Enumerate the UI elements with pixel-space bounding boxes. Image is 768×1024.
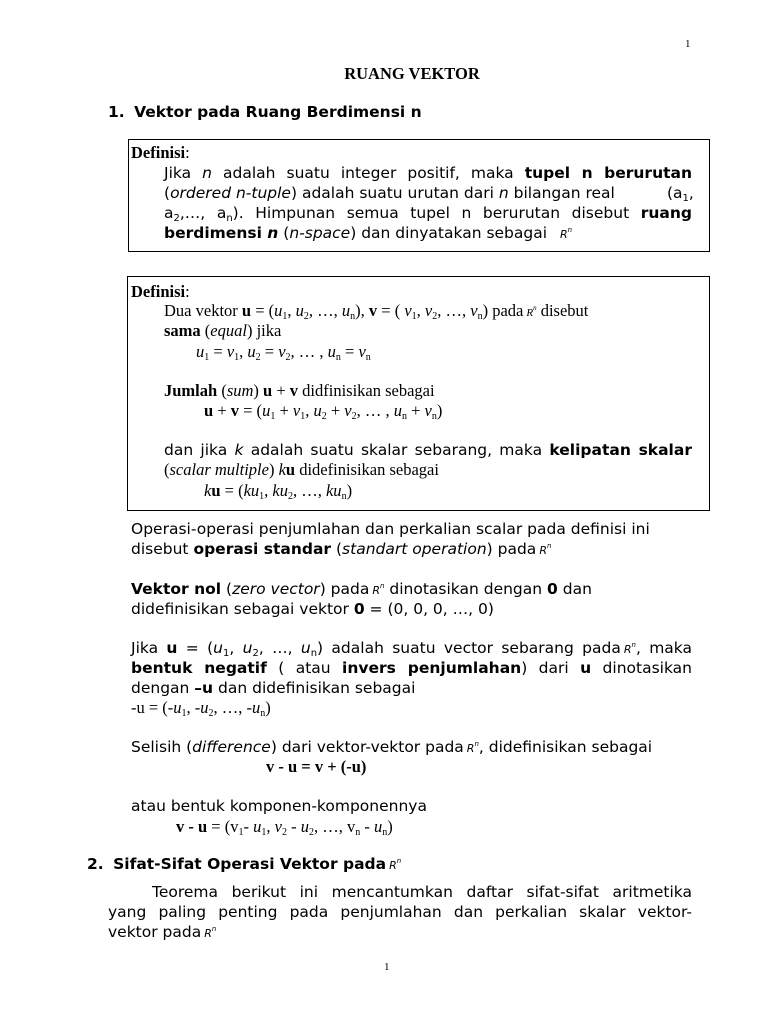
- section-2-heading: [87, 855, 401, 873]
- section-1-number: 1.: [108, 103, 125, 121]
- def2-line-4: Jumlah (sum) u + v didfinisikan sebagai: [164, 381, 435, 400]
- def2-label: Definisi:: [131, 282, 190, 301]
- section-1-title: Vektor pada Ruang Berdimensi n: [134, 103, 422, 121]
- rn-symbol: $R^n$: [372, 582, 385, 597]
- component-formula: $v - u = (v_1-$ $u_1$, $v_2 - u_2$, …, $v_n - u_n$): [176, 817, 393, 838]
- section2-line-1: Teorema berikut ini mencantumkan daftar sifat-sifat aritmetika: [152, 883, 692, 901]
- def1-line-1: Jika n adalah suatu integer positif, maka tupel n berurutan: [164, 164, 693, 182]
- para3-line-1: Jika $u = (u_1$, $u_2$, …, $u_n$) adalah suatu vector sebarang pada $R^n$, maka: [131, 639, 692, 659]
- section-2-number: 2.: [87, 855, 104, 873]
- page-number-bottom: 1: [384, 961, 390, 973]
- para4-line-1: Selisih (difference) dari vektor-vektor pada $R^n$, didefinisikan sebagai: [131, 738, 653, 756]
- difference-formula: v - u = v + (-u): [266, 757, 367, 776]
- page-number-top: 1: [685, 38, 691, 50]
- rn-symbol: $R^n$: [539, 542, 552, 557]
- def1-line-2: (ordered n-tuple) adalah suatu urutan dari n bilangan real: [164, 184, 615, 202]
- def2-line-3: $u_1 = v_1$, $u_2 = v_2$, … , $u_n = v_n$: [196, 342, 371, 363]
- section-1-heading: [108, 103, 422, 121]
- rn-symbol: $R^n$: [204, 925, 217, 940]
- def2-line-7: (scalar multiple) ku didefinisikan sebagai: [164, 460, 439, 479]
- def2-line-6: dan jika k adalah suatu skalar sebarang, maka kelipatan skalar: [164, 441, 692, 459]
- para3-line-2: bentuk negatif ( atau invers penjumlahan) dari u dinotasikan: [131, 659, 692, 677]
- section-2-title: Sifat-Sifat Operasi Vektor pada: [113, 855, 387, 873]
- rn-symbol: $R^n$: [623, 641, 636, 656]
- def1-line-4: berdimensi n (n-space) dan dinyatakan sebagai $R^n$: [164, 224, 573, 242]
- section2-line-3: vektor pada $R^n$: [108, 923, 217, 941]
- rn-symbol: $R^n$: [526, 304, 537, 319]
- def2-line-2: sama (equal) jika: [164, 321, 282, 340]
- para1-line-1: Operasi-operasi penjumlahan dan perkalian scalar pada definisi ini: [131, 520, 650, 538]
- def2-line-1: Dua vektor $u = (u_1$, $u_2$, …, $u_n$), v = ( $v_1$, $v_2$, …, $v_n$) pada $R^n$ disebut: [164, 301, 589, 322]
- para3-line-4: $-u = (-u_1$, $-u_2$, …, $-u_n$): [131, 698, 271, 719]
- page-title: RUANG VEKTOR: [344, 64, 480, 83]
- rn-symbol: $R^n$: [466, 740, 479, 755]
- para3-line-3: dengan –u dan didefinisikan sebagai: [131, 679, 416, 697]
- section2-line-2: yang paling penting pada penjumlahan dan perkalian skalar vektor-: [108, 903, 692, 921]
- def1-label: Definisi:: [131, 143, 190, 162]
- rn-symbol: $R^n$: [389, 857, 402, 872]
- def2-line-8: ku = ($ku_1$, $ku_2$, …, $ku_n$): [204, 481, 353, 502]
- para5-line-1: atau bentuk komponen-komponennya: [131, 797, 427, 815]
- para2-line-1: Vektor nol (zero vector) pada $R^n$ dinotasikan dengan 0 dan: [131, 580, 592, 598]
- rn-symbol: $R^n$: [559, 226, 573, 241]
- def1-line-2-tail: ($a_1$,: [667, 184, 694, 204]
- para1-line-2: disebut operasi standar (standart operation) pada $R^n$: [131, 540, 552, 558]
- para2-line-2: didefinisikan sebagai vektor 0 = (0, 0, 0, …, 0): [131, 600, 494, 618]
- def1-line-3: $a_2,\dots$, $a_n$). Himpunan semua tupel n berurutan disebut ruang: [164, 204, 693, 224]
- def2-line-5: $u + v = (u_1 + v_1$, $u_2 + v_2$, … , $u_n + v_n$): [204, 401, 443, 422]
